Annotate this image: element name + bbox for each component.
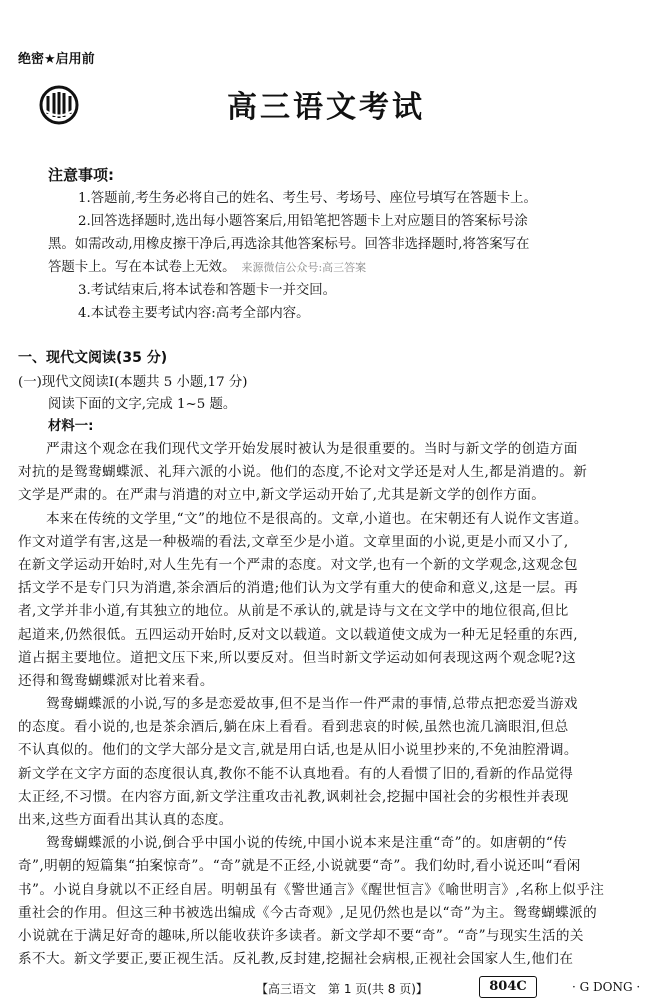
publisher-mark: · G DONG · — [572, 980, 641, 994]
passage-line: 严肃这个观念在我们现代文学开始发展时被认为是很重要的。当时与新文学的创造方面 — [18, 441, 578, 457]
passage-line: 鸳鸯蝴蝶派的小说,写的多是恋爱故事,但不是当作一件严肃的事情,总带点把恋爱当游戏 — [18, 696, 578, 713]
section-heading: 一、现代文阅读(35 分) — [18, 350, 168, 366]
passage-line: 系不大。新文学要正,要正视生活。反礼教,反封建,挖掘社会病根,正视社会国家人生,他们在 — [18, 951, 574, 968]
passage-line: 本来在传统的文学里,“文”的地位不是很高的。文章,小道也。在宋朝还有人说作文害道。 — [18, 510, 588, 527]
passage-line: 出来,这些方面看出其认真的态度。 — [18, 812, 233, 828]
passage-line: 还得和鸳鸯蝴蝶派对比着来看。 — [18, 672, 214, 689]
subsection-heading: (一)现代文阅读Ⅰ(本题共 5 小题,17 分) — [18, 375, 248, 390]
exam-title: 高三语文考试 — [227, 90, 425, 125]
passage-line: 小说就在于满足好奇的趣味,所以能收获许多读者。新文学却不要“奇”。“奇”与现实生活的关 — [18, 927, 584, 944]
paper-code: 804C — [479, 976, 537, 998]
passage-line: 不认真似的。他们的文学大部分是文言,就是用白话,也是从旧小说里抄来的,不免油腔滑调。 — [18, 742, 578, 759]
notes-line-text: 答题卡上。写在本试卷上无效。 — [48, 260, 236, 275]
material-label: 材料一: — [48, 419, 94, 434]
watermark: 来源微信公众号:高三答案 — [241, 261, 367, 274]
passage-line: 对抗的是鸳鸯蝴蝶派、礼拜六派的小说。他们的态度,不论对文学还是对人生,都是消遣的。新 — [18, 464, 588, 481]
page-footer — [0, 976, 652, 1000]
confidential-label: 绝密★启用前 — [18, 52, 95, 67]
passage-line: 起道来,仍然很低。五四运动开始时,反对文以载道。文以载道使文成为一种无足轻重的东西, — [18, 626, 578, 643]
passage-line: 括文学不是专门只为消遣,茶余酒后的消遣;他们认为文学有重大的使命和意义,这是一层。再 — [18, 580, 579, 597]
page-info: 【高三语文 第 1 页(共 8 页)】 — [256, 982, 428, 996]
passage-line: 书”。小说自身就以不正经自居。明朝虽有《警世通言》《醒世恒言》《喻世明言》,名称上似乎注 — [18, 881, 605, 898]
notes-line — [48, 261, 366, 274]
passage-line: 在新文学运动开始时,对人生先有一个严肃的态度。对文学,也有一个新的文学观念,这观念包 — [18, 556, 578, 573]
notes-heading: 注意事项: — [48, 166, 114, 184]
notes-line: 4.本试卷主要考试内容:高考全部内容。 — [78, 306, 310, 321]
passage-line: 新文学在文字方面的态度很认真,教你不能不认真地看。有的人看惯了旧的,看新的作品觉得 — [18, 765, 574, 782]
passage-line: 奇”,明朝的短篇集“拍案惊奇”。“奇”就是不正经,小说就要“奇”。我们幼时,看小说还叫“看闲 — [18, 858, 581, 875]
notes-line: 2.回答选择题时,选出每小题答案后,用铅笔把答题卡上对应题目的答案标号涂 — [78, 214, 528, 229]
passage-line: 道占据主要地位。道把文压下来,所以要反对。但当时新文学运动如何表现这两个观念呢?这 — [18, 649, 577, 666]
passage-line: 作文对道学有害,这是一种极端的看法,文章至少是小道。文章里面的小说,更是小而又小了, — [18, 533, 569, 550]
passage-line: 鸳鸯蝴蝶派的小说,倒合乎中国小说的传统,中国小说本来是注重“奇”的。如唐朝的“传 — [18, 835, 568, 852]
instruction: 阅读下面的文字,完成 1~5 题。 — [48, 397, 237, 412]
passage-line: 者,文学并非小道,有其独立的地位。从前是不承认的,就是诗与文在文学中的地位很高,但比 — [18, 603, 569, 620]
passage-line: 太正经,不习惯。在内容方面,新文学注重攻击礼教,讽刺社会,挖掘中国社会的劣根性并表现 — [18, 788, 569, 805]
passage — [18, 438, 638, 971]
passage-line: 重社会的作用。但这三种书被选出编成《今古奇观》,足见仍然也是以“奇”为主。鸳鸯蝴蝶派的 — [18, 904, 598, 921]
notes-line: 1.答题前,考生务必将自己的姓名、考生号、考场号、座位号填写在答题卡上。 — [78, 191, 537, 206]
notes-line: 黑。如需改动,用橡皮擦干净后,再选涂其他答案标号。回答非选择题时,将答案写在 — [48, 237, 530, 252]
passage-line: 文学是严肃的。在严肃与消遣的对立中,新文学运动开始了,尤其是新文学的创作方面。 — [18, 487, 546, 504]
notes-line: 3.考试结束后,将本试卷和答题卡一并交回。 — [78, 283, 337, 298]
passage-line: 的态度。看小说的,也是茶余酒后,躺在床上看看。看到悲哀的时候,虽然也流几滴眼泪,但总 — [18, 719, 569, 736]
